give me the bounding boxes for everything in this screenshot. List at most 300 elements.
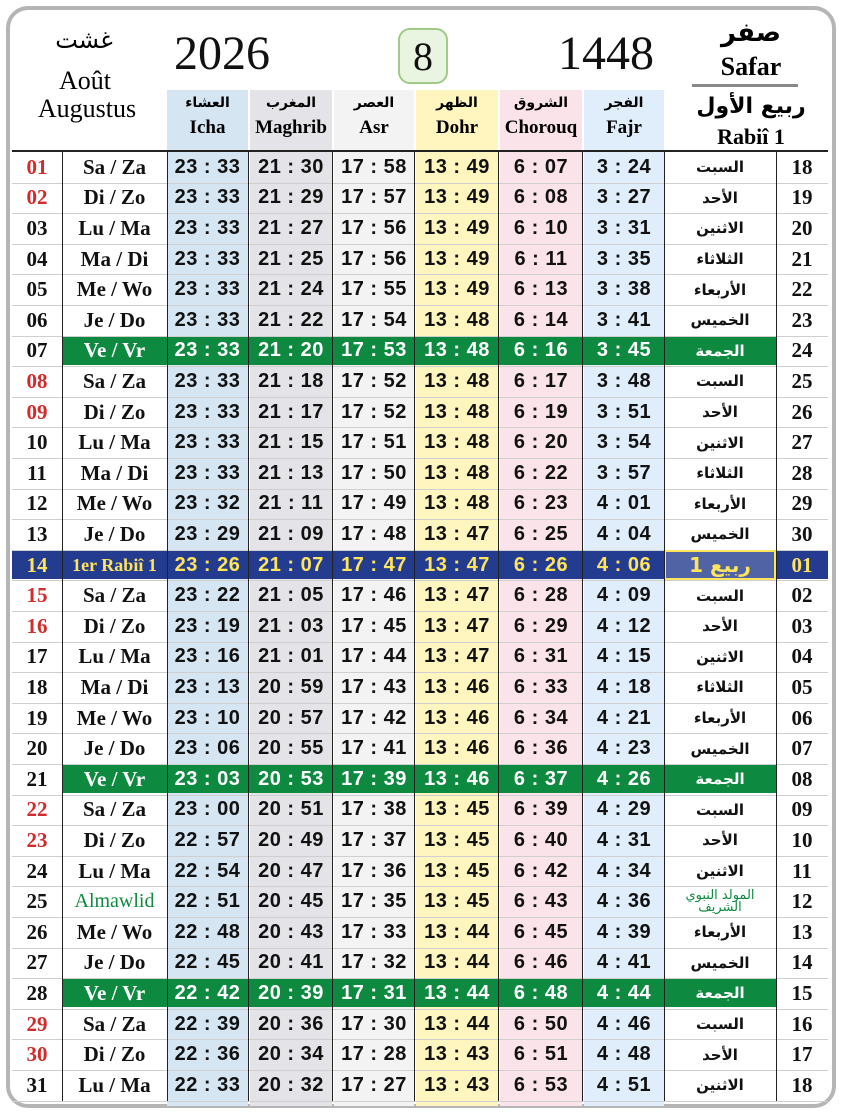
icha-time: 22 : 39 [174, 1012, 241, 1035]
weekday-name: Sa / Za [82, 797, 147, 822]
gregorian-day-number: 16 [26, 613, 48, 638]
gregorian-year: 2026 [174, 27, 270, 80]
column-divider [62, 152, 63, 1101]
asr-time: 17 : 42 [341, 706, 407, 729]
maghrib-time: 21 : 03 [258, 614, 324, 637]
fajr-time: 4 : 21 [596, 706, 652, 729]
weekday-arabic: الثلاثاء [696, 678, 744, 697]
table-row [12, 611, 828, 642]
chorouq-time: 6 : 39 [513, 798, 569, 821]
fajr-time: 4 : 26 [596, 767, 652, 790]
gregorian-day-number: 29 [26, 1011, 48, 1036]
column-divider [776, 152, 777, 1101]
dohr-time: 13 : 47 [424, 645, 490, 668]
column-divider [248, 152, 249, 1101]
weekday-name: Ve / Vr [83, 766, 146, 791]
month-number: 8 [398, 28, 448, 84]
icha-time: 23 : 32 [174, 492, 241, 515]
weekday-name: Sa / Za [82, 583, 147, 608]
fajr-header: الفجر Fajr [604, 95, 644, 138]
asr-time: 17 : 48 [341, 522, 407, 545]
table-row [12, 672, 828, 703]
icha-header: العشاء Icha [185, 95, 230, 138]
weekday-arabic: الجمعة [695, 341, 745, 360]
fajr-time: 3 : 35 [596, 247, 652, 270]
asr-time: 17 : 39 [341, 767, 407, 790]
maghrib-time: 20 : 47 [258, 859, 324, 882]
asr-time: 17 : 53 [341, 339, 407, 362]
chorouq-time: 6 : 20 [513, 431, 569, 454]
weekday-name: Lu / Ma [78, 430, 151, 455]
hijri-day-number: 02 [791, 583, 813, 608]
hijri-day-number: 16 [791, 1011, 813, 1036]
hijri-day-number: 15 [791, 980, 813, 1005]
chorouq-time: 6 : 10 [513, 216, 569, 239]
icha-time: 22 : 51 [174, 890, 241, 913]
hijri-day-number: 30 [791, 521, 813, 546]
hijri-day-number: 21 [791, 246, 813, 271]
gregorian-day-number: 14 [26, 552, 48, 577]
asr-time: 17 : 33 [341, 920, 407, 943]
dohr-time: 13 : 46 [424, 767, 490, 790]
maghrib-time: 20 : 41 [258, 951, 324, 974]
gregorian-month-english: Augustus [37, 94, 137, 123]
table-row [12, 458, 828, 489]
dohr-time: 13 : 48 [424, 400, 490, 423]
hijri-day-number: 05 [791, 674, 813, 699]
icha-time: 22 : 57 [174, 828, 241, 851]
chorouq-time: 6 : 08 [513, 186, 569, 209]
gregorian-day-number: 03 [26, 215, 48, 240]
weekday-name: Lu / Ma [78, 215, 151, 240]
dohr-time: 13 : 49 [424, 216, 490, 239]
weekday-name: 1er Rabiî 1 [72, 554, 157, 575]
column-divider [498, 152, 499, 1101]
calendar-header [12, 12, 828, 152]
icha-time: 23 : 33 [174, 216, 241, 239]
dohr-time: 13 : 45 [424, 890, 490, 913]
column-divider [167, 152, 168, 1101]
gregorian-day-number: 17 [26, 644, 48, 669]
chorouq-time: 6 : 40 [513, 828, 569, 851]
icha-time: 23 : 33 [174, 461, 241, 484]
weekday-arabic: ربيع 1 [664, 550, 776, 581]
fajr-time: 4 : 01 [596, 492, 652, 515]
table-row [12, 764, 828, 795]
weekday-name: Je / Do [83, 521, 146, 546]
asr-time: 17 : 55 [341, 278, 407, 301]
gregorian-day-number: 26 [26, 919, 48, 944]
hijri-day-number: 07 [791, 736, 813, 761]
table-row [12, 152, 828, 183]
dohr-time: 13 : 47 [424, 522, 490, 545]
fajr-time: 4 : 51 [596, 1073, 652, 1096]
asr-time: 17 : 49 [341, 492, 407, 515]
weekday-arabic: السبت [695, 800, 745, 819]
maghrib-time: 21 : 13 [258, 461, 324, 484]
fajr-time: 4 : 36 [596, 890, 652, 913]
weekday-arabic: الخميس [690, 739, 750, 758]
chorouq-time: 6 : 31 [513, 645, 569, 668]
icha-time: 22 : 48 [174, 920, 241, 943]
table-row [12, 733, 828, 764]
icha-time: 23 : 33 [174, 308, 241, 331]
table-row [12, 1070, 828, 1101]
chorouq-time: 6 : 25 [513, 522, 569, 545]
dohr-time: 13 : 46 [424, 706, 490, 729]
gregorian-day-number: 06 [26, 307, 48, 332]
asr-time: 17 : 54 [341, 308, 407, 331]
hijri-day-number: 14 [791, 950, 813, 975]
weekday-arabic: الاثنين [696, 219, 744, 238]
fajr-time: 3 : 48 [596, 369, 652, 392]
asr-time: 17 : 56 [341, 216, 407, 239]
hijri-day-number: 03 [791, 613, 813, 638]
asr-time: 17 : 37 [341, 828, 407, 851]
icha-time: 23 : 33 [174, 186, 241, 209]
maghrib-time: 20 : 55 [258, 737, 324, 760]
hijri-year: 1448 [558, 27, 654, 80]
dohr-time: 13 : 49 [424, 247, 490, 270]
maghrib-time: 21 : 25 [258, 247, 324, 270]
chorouq-time: 6 : 07 [513, 155, 569, 178]
weekday-arabic: الأحد [702, 403, 738, 422]
fajr-time: 4 : 31 [596, 828, 652, 851]
asr-time: 17 : 36 [341, 859, 407, 882]
hijri-day-number: 08 [791, 766, 813, 791]
dohr-time: 13 : 43 [424, 1043, 490, 1066]
chorouq-time: 6 : 34 [513, 706, 569, 729]
icha-time: 23 : 33 [174, 400, 241, 423]
icha-time: 23 : 29 [174, 522, 241, 545]
maghrib-time: 20 : 36 [258, 1012, 324, 1035]
dohr-time: 13 : 48 [424, 369, 490, 392]
calendar-sheet [12, 12, 828, 1108]
dohr-time: 13 : 46 [424, 675, 490, 698]
table-row [12, 183, 828, 214]
table-row [12, 427, 828, 458]
chorouq-time: 6 : 48 [513, 981, 569, 1004]
maghrib-time: 21 : 27 [258, 216, 324, 239]
table-row [12, 213, 828, 244]
maghrib-time: 21 : 22 [258, 308, 324, 331]
hijri-day-number: 01 [791, 552, 813, 577]
weekday-name: Ma / Di [80, 246, 149, 271]
weekday-arabic: المولد النبوي الشريف [685, 887, 755, 915]
hijri-day-number: 19 [791, 185, 813, 210]
table-row [12, 336, 828, 367]
maghrib-time: 21 : 17 [258, 400, 324, 423]
asr-time: 17 : 52 [341, 369, 407, 392]
icha-time: 23 : 33 [174, 155, 241, 178]
column-divider [582, 152, 583, 1101]
gregorian-day-number: 13 [26, 521, 48, 546]
table-row [12, 274, 828, 305]
gregorian-day-number: 28 [26, 980, 48, 1005]
hijri-day-number: 17 [791, 1042, 813, 1067]
dohr-time: 13 : 48 [424, 492, 490, 515]
hijri-month-2-latin: Rabiî 1 [717, 124, 785, 149]
icha-time: 23 : 22 [174, 584, 241, 607]
dohr-time: 13 : 44 [424, 951, 490, 974]
gregorian-day-number: 23 [26, 827, 48, 852]
gregorian-day-number: 11 [27, 460, 47, 485]
weekday-arabic: الأربعاء [693, 494, 747, 513]
gregorian-day-number: 27 [26, 950, 48, 975]
icha-time: 23 : 33 [174, 278, 241, 301]
maghrib-time: 21 : 15 [258, 431, 324, 454]
maghrib-time: 20 : 57 [258, 706, 324, 729]
asr-time: 17 : 46 [341, 584, 407, 607]
icha-time: 23 : 10 [174, 706, 241, 729]
icha-time: 23 : 06 [174, 737, 241, 760]
asr-time: 17 : 41 [341, 737, 407, 760]
dohr-time: 13 : 43 [424, 1073, 490, 1096]
weekday-arabic: الخميس [690, 311, 750, 330]
weekday-arabic: الأربعاء [693, 923, 747, 942]
weekday-name: Me / Wo [76, 491, 153, 516]
chorouq-time: 6 : 26 [513, 553, 569, 576]
dohr-time: 13 : 46 [424, 737, 490, 760]
fajr-time: 4 : 04 [596, 522, 652, 545]
weekday-name: Di / Zo [83, 827, 146, 852]
asr-time: 17 : 38 [341, 798, 407, 821]
chorouq-time: 6 : 33 [513, 675, 569, 698]
icha-time: 23 : 19 [174, 614, 241, 637]
dohr-time: 13 : 45 [424, 798, 490, 821]
gregorian-day-number: 30 [26, 1042, 48, 1067]
fajr-time: 4 : 39 [596, 920, 652, 943]
table-row [12, 519, 828, 550]
table-row [12, 305, 828, 336]
maghrib-time: 20 : 39 [258, 981, 324, 1004]
gregorian-day-number: 08 [26, 368, 48, 393]
gregorian-day-number: 07 [26, 338, 48, 363]
gregorian-month-french: Août [59, 66, 111, 95]
dohr-time: 13 : 49 [424, 278, 490, 301]
hijri-day-number: 27 [791, 430, 813, 455]
hijri-month-2-arabic: ربيع الأول [696, 94, 806, 119]
chorouq-time: 6 : 50 [513, 1012, 569, 1035]
icha-time: 23 : 33 [174, 247, 241, 270]
hijri-day-number: 26 [791, 399, 813, 424]
weekday-name: Je / Do [83, 736, 146, 761]
icha-time: 23 : 03 [174, 767, 241, 790]
dohr-time: 13 : 48 [424, 339, 490, 362]
chorouq-time: 6 : 13 [513, 278, 569, 301]
asr-time: 17 : 52 [341, 400, 407, 423]
maghrib-time: 20 : 49 [258, 828, 324, 851]
hijri-day-number: 23 [791, 307, 813, 332]
hijri-day-number: 28 [791, 460, 813, 485]
weekday-arabic: الاثنين [696, 433, 744, 452]
weekday-arabic: الاثنين [696, 647, 744, 666]
fajr-time: 4 : 15 [596, 645, 652, 668]
chorouq-time: 6 : 36 [513, 737, 569, 760]
table-row [12, 397, 828, 428]
icha-time: 23 : 33 [174, 431, 241, 454]
dohr-time: 13 : 47 [424, 614, 490, 637]
dohr-time: 13 : 44 [424, 981, 490, 1004]
weekday-name: Me / Wo [76, 705, 153, 730]
fajr-time: 3 : 57 [596, 461, 652, 484]
weekday-name: Lu / Ma [78, 858, 151, 883]
asr-time: 17 : 57 [341, 186, 407, 209]
fajr-time: 3 : 38 [596, 278, 652, 301]
table-row [12, 244, 828, 275]
weekday-arabic: الأحد [702, 831, 738, 850]
icha-time: 23 : 16 [174, 645, 241, 668]
fajr-time: 3 : 31 [596, 216, 652, 239]
weekday-name: Ve / Vr [83, 980, 146, 1005]
fajr-time: 3 : 41 [596, 308, 652, 331]
table-row [12, 642, 828, 673]
weekday-name: Almawlid [74, 890, 155, 913]
table-row [12, 703, 828, 734]
asr-header: العصر Asr [353, 95, 395, 138]
chorouq-time: 6 : 23 [513, 492, 569, 515]
chorouq-time: 6 : 53 [513, 1073, 569, 1096]
dohr-header: الظهر Dohr [435, 95, 479, 138]
hijri-day-number: 09 [791, 797, 813, 822]
chorouq-time: 6 : 29 [513, 614, 569, 637]
fajr-time: 4 : 06 [596, 553, 652, 576]
maghrib-time: 20 : 32 [258, 1073, 324, 1096]
chorouq-time: 6 : 14 [513, 308, 569, 331]
fajr-time: 4 : 12 [596, 614, 652, 637]
fajr-time: 4 : 34 [596, 859, 652, 882]
weekday-name: Di / Zo [83, 613, 146, 638]
dohr-time: 13 : 47 [424, 584, 490, 607]
icha-time: 22 : 54 [174, 859, 241, 882]
table-row [12, 886, 828, 917]
fajr-time: 4 : 29 [596, 798, 652, 821]
hijri-day-number: 10 [791, 827, 813, 852]
hijri-month-1-arabic: صفر [720, 18, 781, 48]
chorouq-time: 6 : 43 [513, 890, 569, 913]
maghrib-time: 21 : 29 [258, 186, 324, 209]
fajr-time: 3 : 45 [596, 339, 652, 362]
gregorian-day-number: 05 [26, 277, 48, 302]
asr-time: 17 : 31 [341, 981, 407, 1004]
weekday-arabic: الخميس [690, 525, 750, 544]
weekday-arabic: الثلاثاء [696, 464, 744, 483]
table-row [12, 917, 828, 948]
chorouq-time: 6 : 37 [513, 767, 569, 790]
weekday-name: Sa / Za [82, 154, 147, 179]
hijri-day-number: 12 [791, 889, 813, 914]
weekday-arabic: الثلاثاء [696, 250, 744, 269]
weekday-name: Ve / Vr [83, 338, 146, 363]
maghrib-time: 21 : 24 [258, 278, 324, 301]
dohr-time: 13 : 49 [424, 155, 490, 178]
hijri-day-number: 13 [791, 919, 813, 944]
icha-time: 23 : 13 [174, 675, 241, 698]
chorouq-header: الشروق Chorouq [504, 95, 578, 138]
column-divider [414, 152, 415, 1101]
fajr-time: 3 : 24 [596, 155, 652, 178]
table-row [12, 795, 828, 826]
weekday-arabic: الخميس [690, 953, 750, 972]
maghrib-time: 20 : 43 [258, 920, 324, 943]
asr-time: 17 : 32 [341, 951, 407, 974]
dohr-time: 13 : 49 [424, 186, 490, 209]
asr-time: 17 : 47 [341, 553, 407, 576]
fajr-time: 4 : 48 [596, 1043, 652, 1066]
table-row [12, 825, 828, 856]
weekday-arabic: الأربعاء [693, 280, 747, 299]
asr-time: 17 : 30 [341, 1012, 407, 1035]
asr-time: 17 : 35 [341, 890, 407, 913]
fajr-time: 4 : 23 [596, 737, 652, 760]
fajr-time: 4 : 41 [596, 951, 652, 974]
fajr-time: 4 : 46 [596, 1012, 652, 1035]
asr-time: 17 : 44 [341, 645, 407, 668]
weekday-arabic: السبت [695, 158, 745, 177]
asr-time: 17 : 58 [341, 155, 407, 178]
maghrib-time: 21 : 20 [258, 339, 324, 362]
hijri-day-number: 18 [791, 1072, 813, 1097]
weekday-arabic: الأربعاء [693, 709, 747, 728]
chorouq-time: 6 : 17 [513, 369, 569, 392]
gregorian-month-arabic: غشت [55, 26, 113, 54]
dohr-time: 13 : 48 [424, 461, 490, 484]
fajr-time: 3 : 51 [596, 400, 652, 423]
weekday-arabic: الأحد [702, 188, 738, 207]
gregorian-day-number: 09 [26, 399, 48, 424]
gregorian-day-number: 15 [26, 583, 48, 608]
maghrib-header: المغرب Maghrib [255, 95, 327, 138]
hijri-day-number: 20 [791, 215, 813, 240]
maghrib-time: 21 : 05 [258, 584, 324, 607]
asr-time: 17 : 50 [341, 461, 407, 484]
hijri-day-number: 18 [791, 154, 813, 179]
column-divider [332, 152, 333, 1101]
weekday-arabic: السبت [695, 586, 745, 605]
chorouq-time: 6 : 22 [513, 461, 569, 484]
maghrib-time: 21 : 09 [258, 522, 324, 545]
maghrib-time: 21 : 11 [258, 492, 324, 515]
hijri-day-number: 04 [791, 644, 813, 669]
icha-time: 23 : 33 [174, 339, 241, 362]
gregorian-day-number: 21 [26, 766, 48, 791]
maghrib-time: 20 : 51 [258, 798, 324, 821]
hijri-day-number: 24 [791, 338, 813, 363]
dohr-time: 13 : 45 [424, 828, 490, 851]
icha-time: 22 : 45 [174, 951, 241, 974]
table-row [12, 948, 828, 979]
hijri-day-number: 11 [792, 858, 812, 883]
asr-time: 17 : 45 [341, 614, 407, 637]
weekday-name: Di / Zo [83, 185, 146, 210]
column-divider [664, 152, 665, 1101]
weekday-name: Me / Wo [76, 277, 153, 302]
dohr-time: 13 : 44 [424, 1012, 490, 1035]
table-row [12, 978, 828, 1009]
chorouq-time: 6 : 42 [513, 859, 569, 882]
maghrib-time: 21 : 07 [258, 553, 324, 576]
asr-time: 17 : 28 [341, 1043, 407, 1066]
weekday-name: Ma / Di [80, 674, 149, 699]
maghrib-time: 20 : 34 [258, 1043, 324, 1066]
table-row [12, 856, 828, 887]
fajr-time: 4 : 44 [596, 981, 652, 1004]
table-row [12, 1039, 828, 1070]
asr-time: 17 : 27 [341, 1073, 407, 1096]
gregorian-day-number: 18 [26, 674, 48, 699]
icha-time: 23 : 00 [174, 798, 241, 821]
gregorian-day-number: 22 [26, 797, 48, 822]
